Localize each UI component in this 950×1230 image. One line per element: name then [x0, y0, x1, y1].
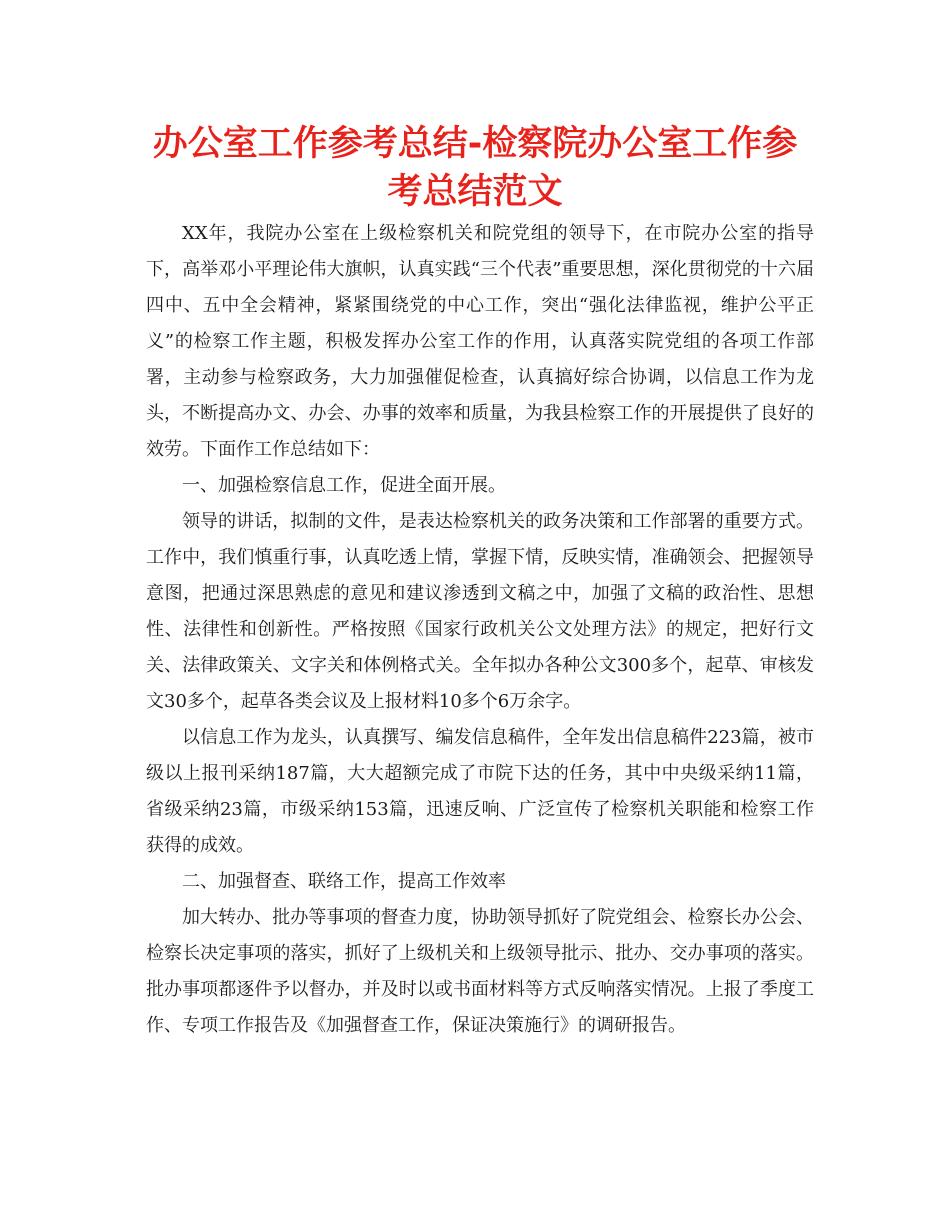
document-body [146, 216, 814, 1044]
heading-section-1: 一、加强检察信息工作，促进全面开展。 [182, 475, 506, 496]
document-title: 办公室工作参考总结-检察院办公室工作参考总结范文 [152, 124, 798, 212]
heading-section-2: 二、加强督查、联络工作，提高工作效率 [182, 871, 506, 892]
paragraph-intro: XX年，我院办公室在上级检察机关和院党组的领导下，在市院办公室的指导下，高举邓小平理论伟大旗帜，认真实践“三个代表”重要思想，深化贯彻党的十六届四中、五中全会精神，紧紧围绕党的中心工作，突出“强化法律监视，维护公平正义”的检察工作主题，积极发挥办公室工作的作用，认真落实院党组的各项工作部署，主动参与检察政务，大力加强催促检查，认真搞好综合协调，以信息工作为龙头，不断提高办文、办会、办事的效率和质量，为我县检察工作的开展提供了良好的效劳。下面作工作总结如下： [146, 223, 814, 460]
paragraph-supervision: 加大转办、批办等事项的督查力度，协助领导抓好了院党组会、检察长办公会、检察长决定事项的落实，抓好了上级机关和上级领导批示、批办、交办事项的落实。批办事项都逐件予以督办，并及时以或书面材料等方式反响落实情况。上报了季度工作、专项工作报告及《加强督查工作，保证决策施行》的调研报告。 [146, 907, 814, 1036]
paragraph-information: 以信息工作为龙头，认真撰写、编发信息稿件，全年发出信息稿件223篇，被市级以上报刊采纳187篇，大大超额完成了市院下达的任务，其中中央级采纳11篇，省级采纳23篇，市级采纳153篇，迅速反响、广泛宣传了检察机关职能和检察工作获得的成效。 [146, 727, 814, 856]
paragraph-documents: 领导的讲话，拟制的文件，是表达检察机关的政务决策和工作部署的重要方式。工作中，我们慎重行事，认真吃透上情，掌握下情，反映实情，准确领会、把握领导意图，把通过深思熟虑的意见和建议渗透到文稿之中，加强了文稿的政治性、思想性、法律性和创新性。严格按照《国家行政机关公文处理方法》的规定，把好行文关、法律政策关、文字关和体例格式关。全年拟办各种公文300多个，起草、审核发文30多个，起草各类会议及上报材料10多个6万余字。 [146, 511, 814, 712]
